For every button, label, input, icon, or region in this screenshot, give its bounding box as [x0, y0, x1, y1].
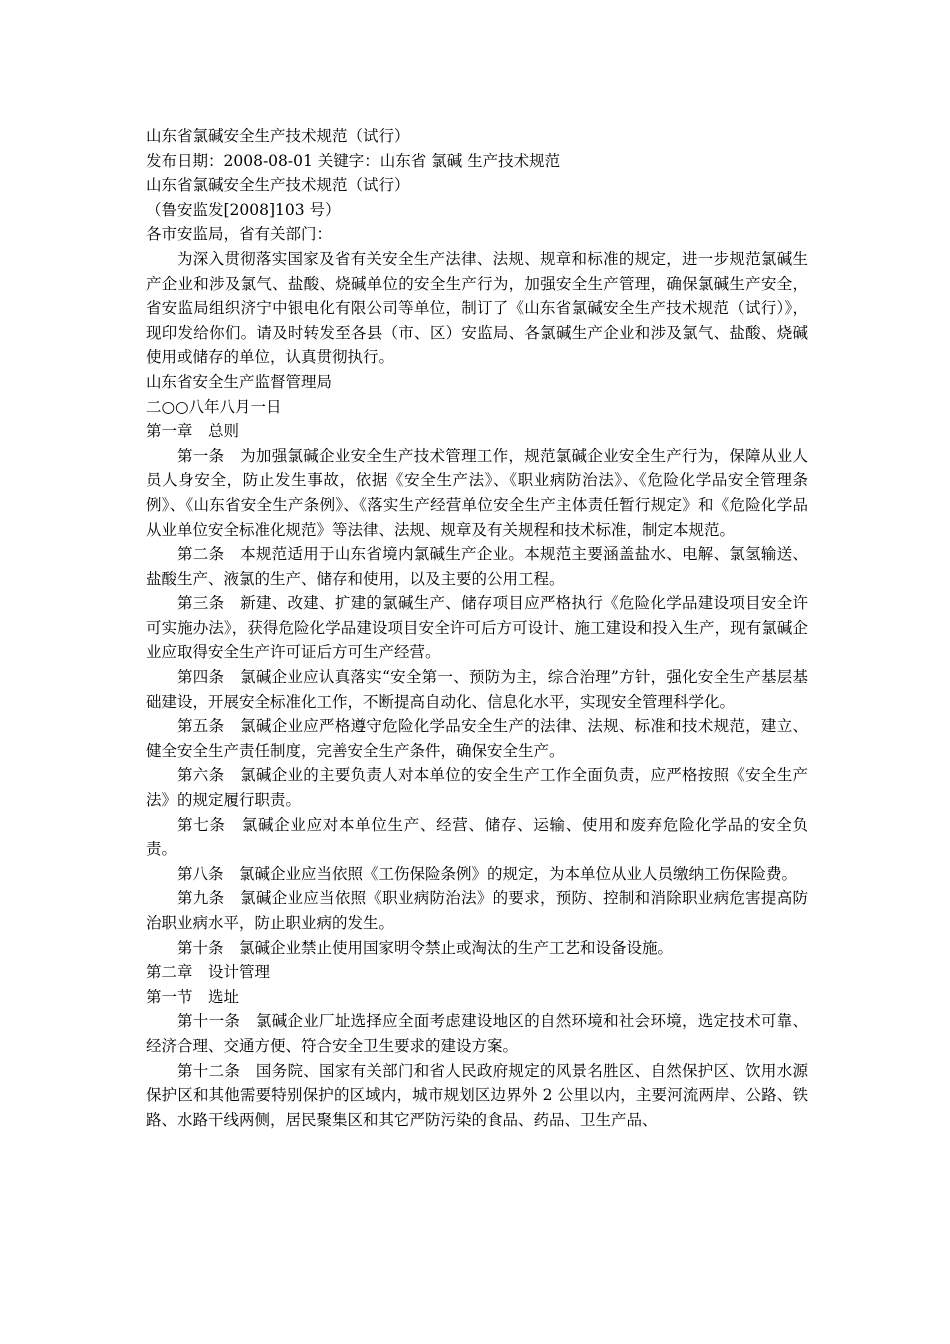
notice-body: 为深入贯彻落实国家及省有关安全生产法律、法规、规章和标准的规定，进一步规范氯碱生产企业和涉及氯气、盐酸、烧碱单位的安全生产行为，加强安全生产管理，确保氯碱生产安全，省安监局组织济宁中银电化有限公司等单位，制订了《山东省氯碱安全生产技术规范（试行）》，现印发给你们。请及时转发至各县（市、区）安监局、各氯碱生产企业和涉及氯气、盐酸、烧碱使用或储存的单位，认真贯彻执行。	[146, 249, 808, 367]
chapter-heading: 第二章 设计管理	[146, 963, 271, 982]
issue-date: 二○○八年八月一日	[146, 397, 282, 416]
article: 第七条 氯碱企业应对本单位生产、经营、储存、运输、使用和废弃危险化学品的安全负责。	[146, 815, 808, 859]
article: 第八条 氯碱企业应当依照《工伤保险条例》的规定，为本单位从业人员缴纳工伤保险费。	[177, 864, 798, 883]
article: 第九条 氯碱企业应当依照《职业病防治法》的要求，预防、控制和消除职业病危害提高防治职业病水平，防止职业病的发生。	[146, 889, 808, 932]
document-number: （鲁安监发[2008]103 号）	[146, 200, 341, 219]
addressee: 各市安监局，省有关部门：	[146, 225, 333, 244]
article: 第六条 氯碱企业的主要负责人对本单位的安全生产工作全面负责，应严格按照《安全生产法》的规定履行职责。	[146, 766, 808, 810]
publish-info: 发布日期：2008-08-01 关键字：山东省 氯碱 生产技术规范	[146, 151, 561, 170]
article: 第十一条 氯碱企业厂址选择应全面考虑建设地区的自然环境和社会环境，选定技术可靠、经济合理、交通方便、符合安全卫生要求的建设方案。	[146, 1012, 808, 1055]
document-page	[146, 124, 808, 1132]
issuer: 山东省安全生产监督管理局	[146, 372, 333, 391]
document-title: 山东省氯碱安全生产技术规范（试行）	[146, 127, 410, 145]
section-heading: 第一节 选址	[146, 987, 240, 1006]
article: 第五条 氯碱企业应严格遵守危险化学品安全生产的法律、法规、标准和技术规范，建立、健全安全生产责任制度，完善安全生产条件，确保安全生产。	[146, 717, 808, 760]
article: 第十条 氯碱企业禁止使用国家明令禁止或淘汰的生产工艺和设备设施。	[177, 938, 674, 957]
article: 第三条 新建、改建、扩建的氯碱生产、储存项目应严格执行《危险化学品建设项目安全许可实施办法》，获得危险化学品建设项目安全许可后方可设计、施工建设和投入生产，现有氯碱企业应取得安全生产许可证后方可生产经营。	[146, 594, 808, 662]
article: 第一条 为加强氯碱企业安全生产技术管理工作，规范氯碱企业安全生产行为，保障从业人员人身安全，防止发生事故，依据《安全生产法》、《职业病防治法》、《危险化学品安全管理条例》、《山东省安全生产条例》、《落实生产经营单位安全生产主体责任暂行规定》和《危险化学品从业单位安全标准化规范》等法律、法规、规章及有关规程和技术标准，制定本规范。	[146, 446, 808, 539]
article: 第四条 氯碱企业应认真落实“安全第一、预防为主，综合治理”方针，强化安全生产基层基础建设，开展安全标准化工作，不断提高自动化、信息化水平，实现安全管理科学化。	[146, 668, 808, 711]
regulation-title: 山东省氯碱安全生产技术规范（试行）	[146, 176, 410, 195]
chapter-heading: 第一章 总则	[146, 422, 240, 441]
article: 第十二条 国务院、国家有关部门和省人民政府规定的风景名胜区、自然保护区、饮用水源保护区和其他需要特别保护的区域内，城市规划区边界外 2 公里以内，主要河流两岸、公路、铁路、水路干线两侧，居民聚集区和其它严防污染的食品、药品、卫生产品、	[146, 1061, 808, 1129]
article: 第二条 本规范适用于山东省境内氯碱生产企业。本规范主要涵盖盐水、电解、氯氢输送、盐酸生产、液氯的生产、储存和使用，以及主要的公用工程。	[146, 545, 808, 588]
